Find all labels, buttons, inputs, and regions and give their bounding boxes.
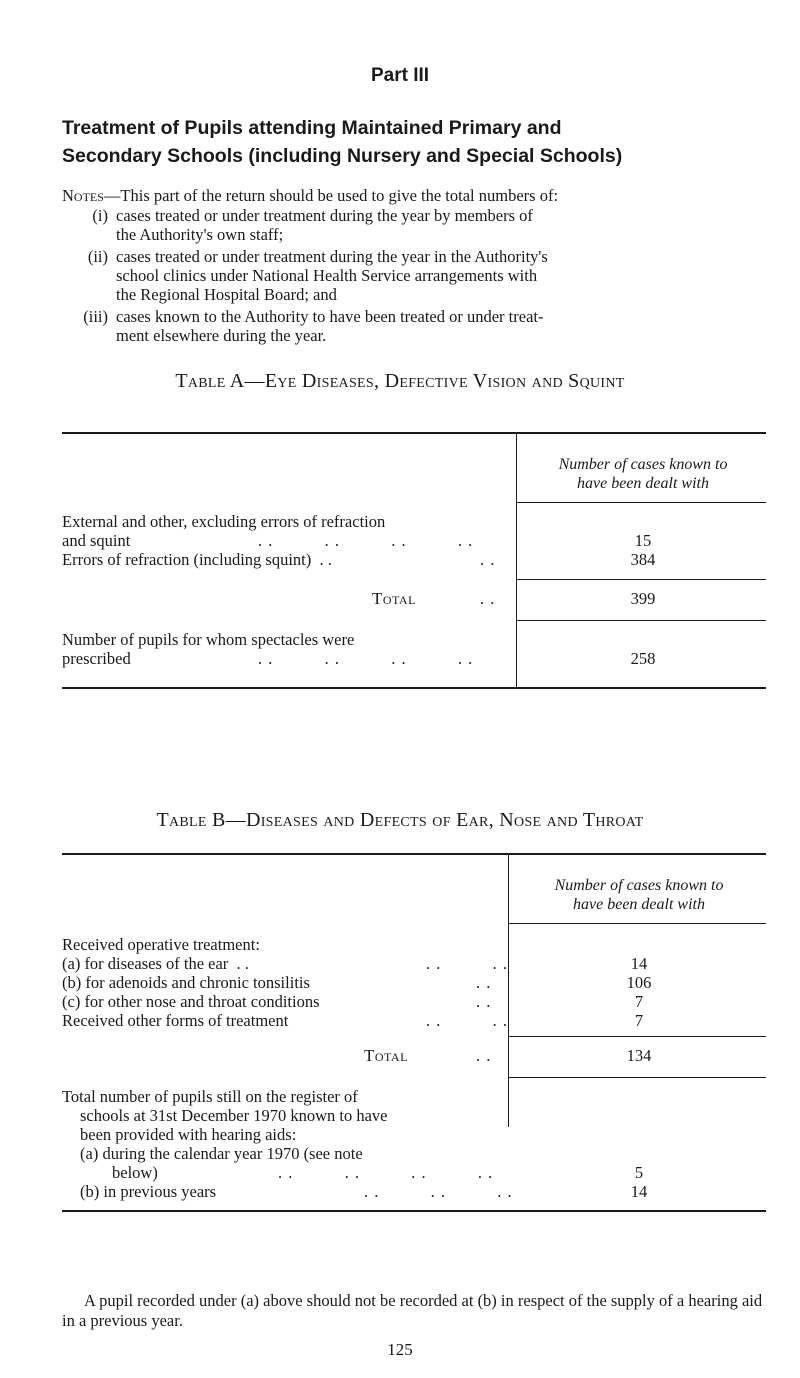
table-b-value-other-treatment: 7 — [634, 1011, 644, 1030]
column-header-line: Number of cases known to — [558, 456, 728, 473]
row-label-line — [62, 1163, 502, 1182]
row-label-line — [62, 531, 512, 550]
table-a-row-refraction — [62, 550, 512, 569]
table-a-row-spectacles — [62, 630, 512, 668]
row-label: prescribed — [62, 649, 131, 668]
table-b-group-hearing-aids — [62, 1087, 513, 1201]
note-text-line: the Regional Hospital Board; and — [116, 285, 337, 304]
row-label: and squint — [62, 531, 131, 550]
table-b-value-adenoids: 106 — [626, 973, 652, 992]
table-b-bottom-rule — [62, 1210, 766, 1212]
notes-intro-text: —This part of the return should be used to give the total numbers of: — [103, 186, 559, 205]
table-a-total-label: Total — [372, 589, 416, 608]
footnote: A pupil recorded under (a) above should not be recorded at (b) in respect of the supply of a hearing aid in a previous year. — [62, 1291, 763, 1330]
leader-dots: . . — [476, 973, 492, 992]
table-b-row-ear — [62, 954, 508, 973]
table-a-row-external — [62, 512, 512, 550]
table-b-value-ear: 14 — [630, 954, 648, 973]
leader-dots: . . . . . . . . — [258, 531, 474, 550]
group-heading: Received operative treatment: — [62, 935, 260, 954]
table-b-row-other-treatment — [62, 1011, 508, 1030]
note-text-line: cases known to the Authority to have been treated or under treat- — [116, 307, 544, 326]
table-a-value-external: 15 — [634, 531, 652, 550]
table-a-spectacles-rule — [516, 620, 766, 621]
row-label: below) — [112, 1163, 158, 1182]
leader-dots: . . — [480, 589, 496, 608]
table-b-group-operative — [62, 935, 508, 1030]
table-b-title: Table B—Diseases and Defects of Ear, Nose and Throat — [156, 809, 644, 831]
leader-dots: . . — [480, 550, 496, 569]
row-label-line — [62, 649, 512, 668]
note-number: (ii) — [87, 247, 108, 266]
row-label-line: been provided with hearing aids: — [80, 1125, 297, 1144]
note-item-ii — [62, 247, 762, 304]
note-item-iii — [62, 307, 762, 345]
row-label: (a) for diseases of the ear . . — [62, 954, 249, 973]
note-item-i — [62, 206, 762, 244]
leader-dots: . . . . . . . . — [278, 1163, 494, 1182]
table-b-value-hearing-previous: 14 — [630, 1182, 648, 1201]
table-a-value-spectacles: 258 — [630, 649, 656, 668]
note-text-line: ment elsewhere during the year. — [116, 326, 327, 345]
leader-dots: . . . . — [426, 954, 508, 973]
table-a-bottom-rule — [62, 687, 766, 689]
table-a-total-rule — [516, 579, 766, 580]
note-text-line: cases treated or under treatment during the year by members of — [116, 206, 533, 225]
page-title — [62, 114, 762, 170]
table-a-title: Table A—Eye Diseases, Defective Vision and Squint — [175, 370, 625, 392]
part-heading: Part III — [370, 65, 430, 86]
column-header-line: have been dealt with — [577, 475, 709, 492]
table-b-total-rule — [508, 1036, 766, 1037]
row-label-line: Total number of pupils still on the register of — [62, 1087, 358, 1106]
column-header-line: have been dealt with — [573, 896, 705, 913]
table-a-value-total: 399 — [630, 589, 656, 608]
table-b-header-rule — [508, 923, 766, 924]
row-label: Errors of refraction (including squint) . . — [62, 550, 332, 569]
table-a-column-divider — [516, 432, 517, 688]
note-number: (iii) — [83, 307, 108, 326]
table-b-value-hearing-1970: 5 — [634, 1163, 644, 1182]
notes-intro — [62, 186, 762, 205]
leader-dots: . . . . — [426, 1011, 508, 1030]
table-a-top-rule — [62, 432, 766, 434]
title-line-1: Treatment of Pupils attending Maintained Primary and — [62, 117, 562, 139]
leader-dots: . . — [476, 1046, 492, 1065]
notes-section — [62, 186, 762, 345]
table-b-value-nose-throat: 7 — [634, 992, 644, 1011]
title-line-2: Secondary Schools (including Nursery and Special Schools) — [62, 145, 623, 167]
table-a-header-rule — [516, 502, 766, 503]
column-header-line: Number of cases known to — [554, 877, 724, 894]
table-b-column-header — [512, 876, 766, 914]
table-b-row-adenoids — [62, 973, 502, 992]
note-text-line: school clinics under National Health Service arrangements with — [116, 266, 538, 285]
table-a-value-refraction: 384 — [630, 550, 656, 569]
leader-dots: . . — [476, 992, 492, 1011]
table-b-value-total: 134 — [626, 1046, 652, 1065]
row-label: Received other forms of treatment — [62, 1011, 289, 1030]
row-label-line: Number of pupils for whom spectacles were — [62, 630, 355, 649]
table-b-top-rule — [62, 853, 766, 855]
row-label-line: schools at 31st December 1970 known to have — [80, 1106, 388, 1125]
page-number: 125 — [387, 1340, 413, 1359]
table-b-row-nose-throat — [62, 992, 502, 1011]
note-number: (i) — [92, 206, 108, 225]
row-label: (b) for adenoids and chronic tonsilitis — [62, 973, 310, 992]
table-b-total-label: Total — [364, 1046, 408, 1065]
table-a-column-header — [520, 455, 766, 493]
row-label: (b) in previous years — [80, 1182, 217, 1201]
table-b-row-hearing-1970: (a) during the calendar year 1970 (see note — [80, 1144, 363, 1163]
leader-dots: . . . . . . . . — [258, 649, 474, 668]
table-b-row-hearing-previous — [62, 1182, 513, 1201]
note-text-line: cases treated or under treatment during the year in the Authority's — [116, 247, 548, 266]
row-label-line: External and other, excluding errors of refraction — [62, 512, 386, 531]
note-text-line: the Authority's own staff; — [116, 225, 284, 244]
table-b-column-divider — [508, 853, 509, 1127]
row-label: (c) for other nose and throat conditions — [62, 992, 320, 1011]
leader-dots: . . . . . . — [364, 1182, 513, 1201]
notes-label: Notes — [62, 186, 104, 205]
table-b-hearing-rule — [508, 1077, 766, 1078]
